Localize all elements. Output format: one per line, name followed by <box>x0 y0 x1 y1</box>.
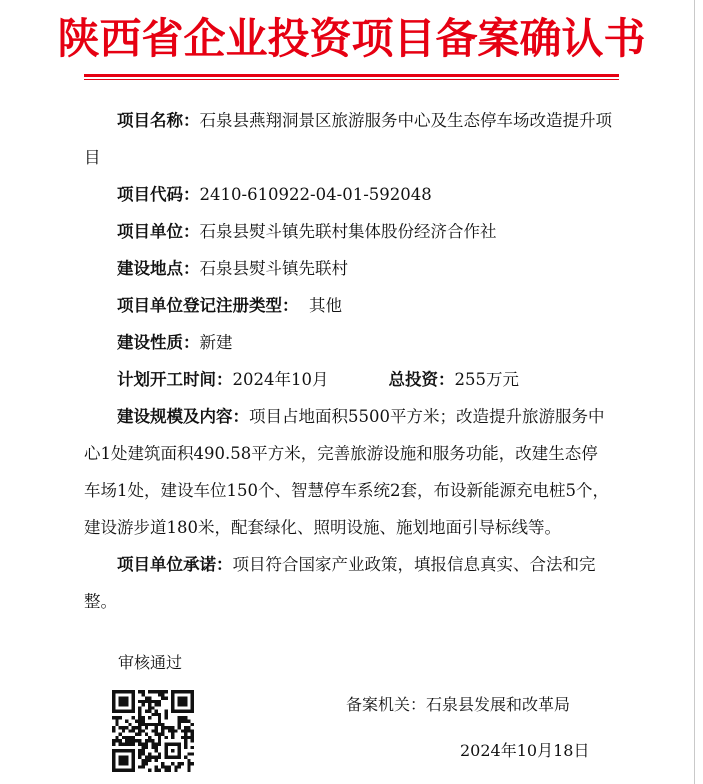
title-rule-thick <box>84 74 619 77</box>
planned-start-label: 计划开工时间： <box>117 370 233 389</box>
construction-site-label: 建设地点： <box>117 259 200 278</box>
approval-status: 审核通过 <box>118 653 183 672</box>
planned-start-value: 2024年10月 <box>232 370 329 389</box>
total-investment-label: 总投资： <box>388 370 455 389</box>
construction-nature-label: 建设性质： <box>117 333 200 352</box>
project-unit-label: 项目单位： <box>117 222 200 241</box>
project-name-value: 石泉县燕翔洞景区旅游服务中心及生态停车场改造提升项目 <box>84 111 612 167</box>
registration-type-value: 其他 <box>309 296 342 315</box>
qr-code-icon <box>112 690 194 772</box>
filing-date: 2024年10月18日 <box>460 741 590 760</box>
scale-content-row <box>84 398 614 546</box>
commitment-value: 项目符合国家产业政策，填报信息真实、合法和完整。 <box>84 555 596 611</box>
construction-nature-row <box>84 324 614 361</box>
document-title: 陕西省企业投资项目备案确认书 <box>57 14 646 63</box>
construction-site-value: 石泉县熨斗镇先联村 <box>199 259 348 278</box>
registration-type-row <box>84 287 614 324</box>
document-body <box>84 102 614 620</box>
title-rule-thin <box>84 79 619 80</box>
construction-nature-value: 新建 <box>199 333 233 352</box>
project-code-row <box>84 176 614 213</box>
project-name-row <box>84 102 614 176</box>
total-investment-value: 255万元 <box>454 370 519 389</box>
project-unit-value: 石泉县熨斗镇先联村集体股份经济合作社 <box>199 222 497 241</box>
project-code-label: 项目代码： <box>117 185 200 204</box>
registration-type-label: 项目单位登记注册类型： <box>117 296 299 315</box>
scale-content-label: 建设规模及内容： <box>117 407 249 426</box>
filing-agency: 备案机关：石泉县发展和改革局 <box>346 695 571 714</box>
scale-content-value: 项目占地面积5500平方米；改造提升旅游服务中心1处建筑面积490.58平方米，完善旅游设施和服务功能，改建生态停车场1处，建设车位150个、智慧停车系统2套，布设新能源充电桩5个，建设游步道180米，配套绿化、照明设施、施划地面引导标线等。 <box>84 407 609 537</box>
page-edge-line <box>694 0 695 784</box>
project-unit-row <box>84 213 614 250</box>
commitment-label: 项目单位承诺： <box>117 555 233 574</box>
schedule-investment-row <box>84 361 614 398</box>
project-name-label: 项目名称： <box>117 111 200 130</box>
project-code-value: 2410-610922-04-01-592048 <box>199 185 432 204</box>
commitment-row <box>84 546 614 620</box>
construction-site-row <box>84 250 614 287</box>
